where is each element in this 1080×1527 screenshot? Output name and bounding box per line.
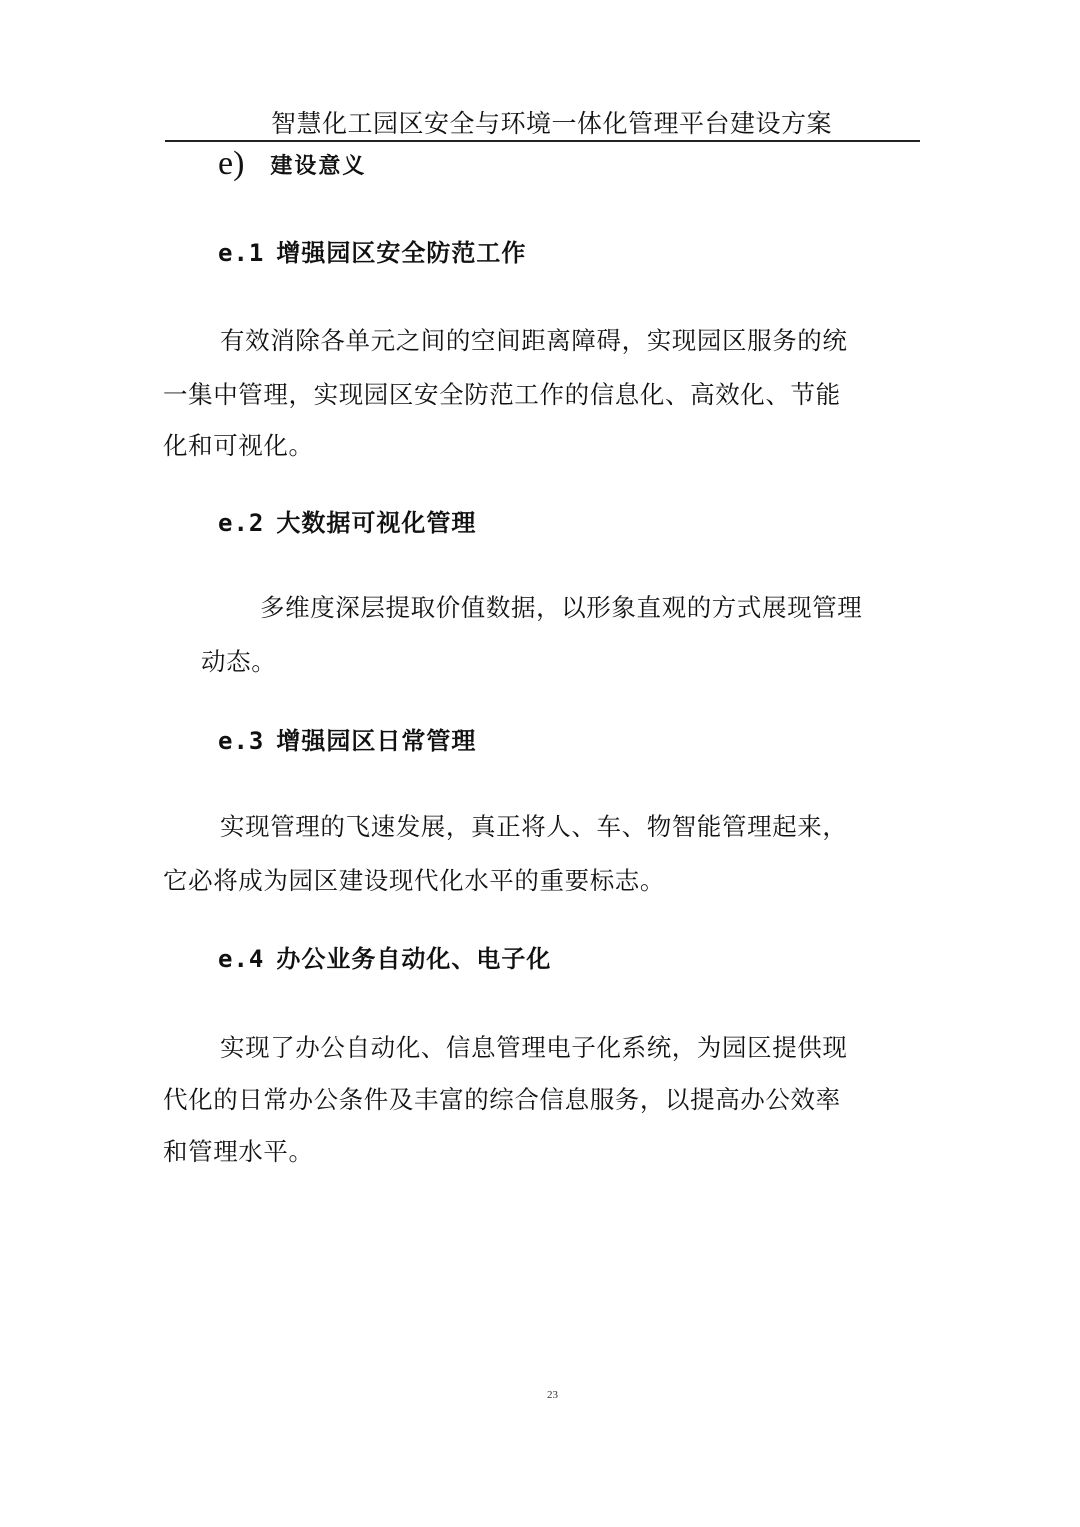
subsection-heading-e2 [218, 508, 476, 538]
subsection-number: e.2 [218, 509, 265, 537]
paragraph-line: 有效消除各单元之间的空间距离障碍，实现园区服务的统 [220, 326, 848, 355]
subsection-heading-e1 [218, 238, 526, 268]
subsection-number: e.3 [218, 727, 265, 755]
page-header [165, 108, 920, 142]
subsection-number: e.4 [218, 945, 265, 973]
subsection-title: 增强园区安全防范工作 [276, 239, 527, 267]
section-letter: e) [218, 145, 245, 182]
subsection-heading-e4 [218, 944, 551, 974]
section-title: 建设意义 [270, 153, 367, 179]
paragraph-line: 动态。 [201, 647, 277, 676]
subsection-heading-e3 [218, 726, 476, 756]
paragraph-line: 实现管理的飞速发展，真正将人、车、物智能管理起来， [220, 812, 848, 841]
paragraph-line: 和管理水平。 [163, 1137, 314, 1166]
header-title: 智慧化工园区安全与环境一体化管理平台建设方案 [270, 109, 832, 138]
paragraph-line: 多维度深层提取价值数据，以形象直观的方式展现管理 [260, 593, 863, 622]
paragraph-line: 化和可视化。 [163, 431, 314, 460]
section-heading [218, 146, 366, 182]
page-number: 23 [547, 1389, 558, 1401]
paragraph-line: 实现了办公自动化、信息管理电子化系统，为园区提供现 [220, 1033, 848, 1062]
subsection-title: 大数据可视化管理 [276, 509, 477, 537]
subsection-title: 办公业务自动化、电子化 [276, 945, 552, 973]
subsection-number: e.1 [218, 239, 265, 267]
paragraph-line: 代化的日常办公条件及丰富的综合信息服务，以提高办公效率 [163, 1085, 841, 1114]
paragraph-line: 它必将成为园区建设现代化水平的重要标志。 [163, 866, 665, 895]
subsection-title: 增强园区日常管理 [276, 727, 477, 755]
paragraph-line: 一集中管理，实现园区安全防范工作的信息化、高效化、节能 [163, 380, 841, 409]
